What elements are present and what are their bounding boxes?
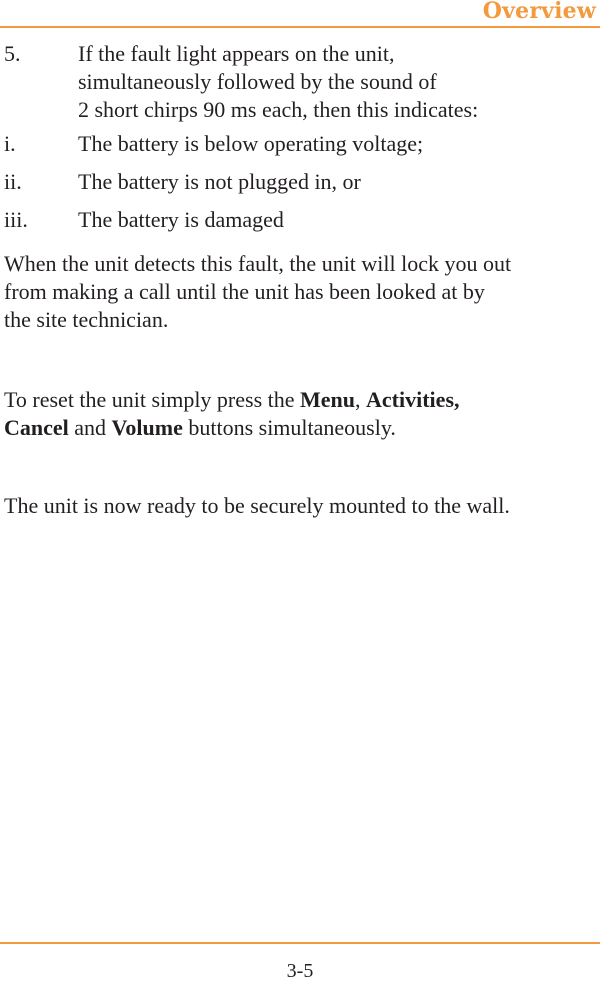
sub-item-ii <box>4 168 596 196</box>
paragraph-line: from making a call until the unit has been looked at by <box>4 279 485 304</box>
sub-item-text: The battery is damaged <box>78 207 284 232</box>
volume-button-name: Volume <box>111 415 183 440</box>
sub-item-marker: iii. <box>4 207 28 232</box>
sub-item-text: The battery is not plugged in, or <box>78 169 361 194</box>
item-number: 5. <box>4 41 21 66</box>
sub-item-text: The battery is below operating voltage; <box>78 131 424 156</box>
separator-and: and <box>68 415 112 440</box>
paragraph-line: the site technician. <box>4 307 169 332</box>
reset-text-suffix: buttons simultaneously. <box>182 415 396 440</box>
page-content <box>4 40 596 520</box>
footer-rule <box>0 942 600 944</box>
menu-button-name: Menu <box>300 387 356 412</box>
activities-button-name: Activities, <box>366 387 460 412</box>
separator-comma: , <box>355 387 367 412</box>
sub-item-marker: ii. <box>4 169 22 194</box>
item-text-line: If the fault light appears on the unit, <box>78 41 395 66</box>
sub-item-iii <box>4 206 596 234</box>
header-rule <box>0 26 600 28</box>
numbered-item-5 <box>4 40 596 124</box>
page-header-title: Overview <box>482 0 596 24</box>
item-text-line: 2 short chirps 90 ms each, then this indicates: <box>78 97 479 122</box>
item-text-line: simultaneously followed by the sound of <box>78 69 437 94</box>
page-number: 3-5 <box>286 960 314 982</box>
fault-lock-paragraph <box>4 250 596 334</box>
item-text <box>78 40 596 124</box>
ready-to-mount-paragraph: The unit is now ready to be securely mounted to the wall. <box>4 493 510 518</box>
sub-item-marker: i. <box>4 131 16 156</box>
reset-instructions-paragraph <box>4 386 596 442</box>
sub-item-i <box>4 130 596 158</box>
paragraph-line: When the unit detects this fault, the unit will lock you out <box>4 251 512 276</box>
reset-text-prefix: To reset the unit simply press the <box>4 387 301 412</box>
cancel-button-name: Cancel <box>4 415 69 440</box>
